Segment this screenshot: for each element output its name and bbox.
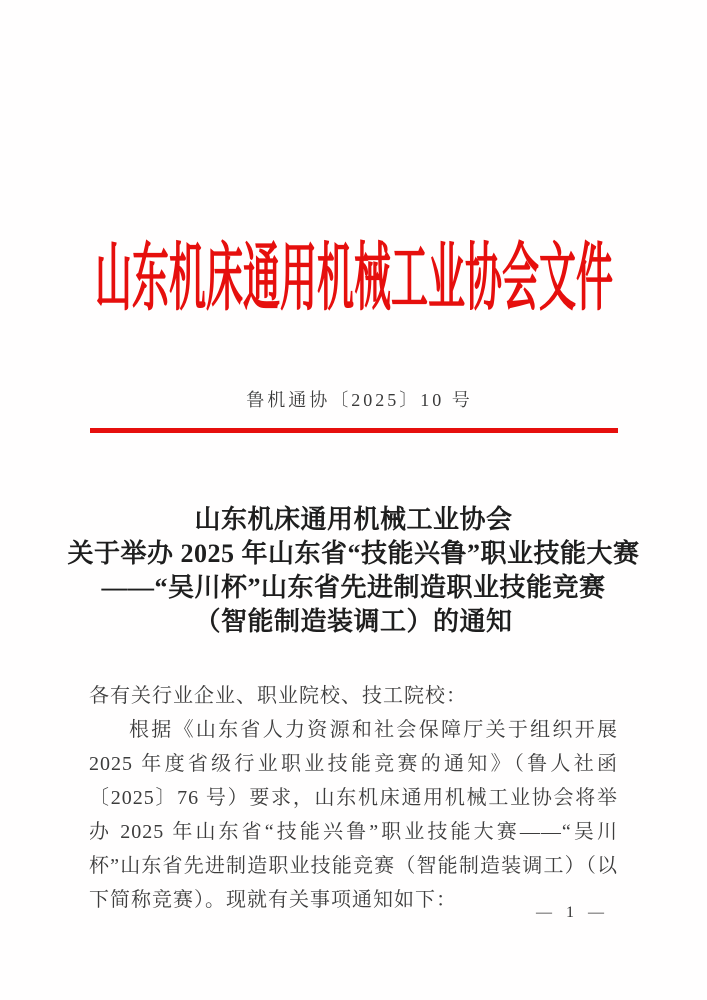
page-number: — 1 — (536, 904, 609, 921)
document-body (89, 679, 618, 917)
doc-reference-number: 鲁机通协〔2025〕10 号 (246, 390, 473, 410)
notice-title-line-4: （智能制造装调工）的通知 (194, 607, 513, 636)
document-masthead (0, 240, 707, 318)
red-divider-line (90, 428, 618, 433)
salutation-line: 各有关行业企业、职业院校、技工院校： (89, 685, 467, 707)
notice-title-line-2: 关于举办 2025 年山东省“技能兴鲁”职业技能大赛 (67, 539, 640, 568)
notice-title-line-1: 山东机床通用机械工业协会 (194, 505, 513, 534)
notice-title-line-3: ——“吴川杯”山东省先进制造职业技能竞赛 (101, 573, 606, 602)
notice-title (40, 503, 667, 639)
body-paragraph: 根据《山东省人力资源和社会保障厅关于组织开展 2025 年度省级行业职业技能竞赛的通知》（鲁人社函〔2025〕76 号）要求，山东机床通用机械工业协会将举办 2025 年山东省“技能兴鲁”职业技能大赛——“吴川杯”山东省先进制造职业技能竞赛（智能制造装调工）（以下简称竞赛）。现就有关事项通知如下： (89, 719, 618, 911)
org-title-text: 山东机床通用机械工业协会文件 (94, 238, 613, 320)
